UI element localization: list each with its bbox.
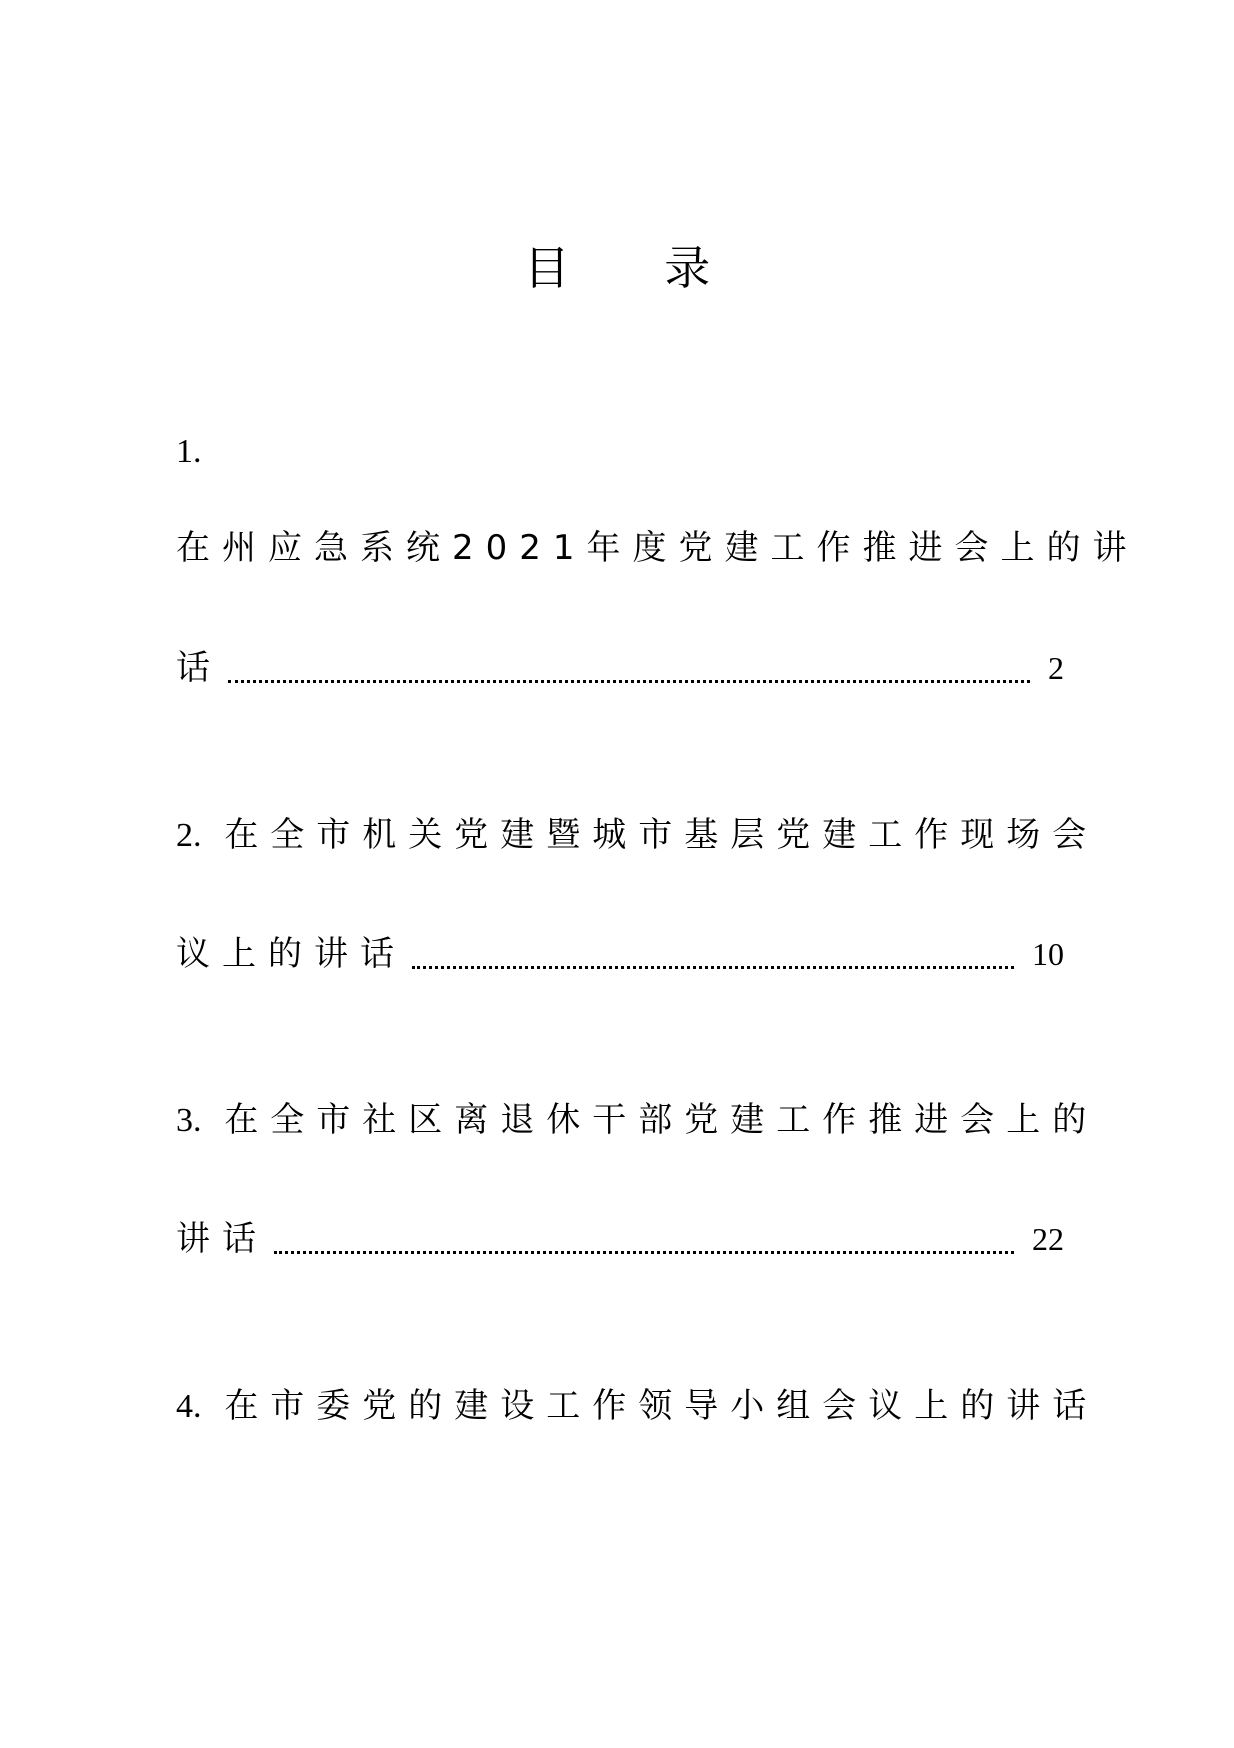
toc-title: 目 录 bbox=[523, 241, 751, 295]
entry-title-text: 在全市社区离退休干部党建工作推进会上的 bbox=[224, 1100, 1099, 1140]
toc-entry-1-title-line2[interactable] bbox=[176, 645, 1064, 691]
toc-entry-3-title-line2[interactable] bbox=[176, 1216, 1064, 1262]
entry-page-number: 22 bbox=[1032, 1221, 1064, 1257]
dot-leader bbox=[274, 1217, 1014, 1254]
toc-entry-2-title-line1[interactable] bbox=[176, 812, 1099, 858]
entry-number: 4. bbox=[176, 1388, 202, 1425]
entry-title-text: 讲话 bbox=[176, 1219, 268, 1259]
entry-title-text: 在州应急系统2021年度党建工作推进会上的讲 bbox=[176, 528, 1139, 568]
entry-page-number: 10 bbox=[1032, 936, 1064, 972]
entry-title-text: 议上的讲话 bbox=[176, 934, 406, 974]
toc-entry-2-title-line2[interactable] bbox=[176, 931, 1064, 977]
entry-number: 1. bbox=[176, 433, 202, 470]
entry-title-text: 话 bbox=[176, 648, 222, 688]
entry-title-text: 在全市机关党建暨城市基层党建工作现场会 bbox=[224, 815, 1099, 855]
toc-entry-1-title-line1[interactable] bbox=[176, 525, 1139, 571]
toc-entry-4-title-line1[interactable] bbox=[176, 1383, 1099, 1429]
dot-leader bbox=[412, 932, 1014, 969]
entry-title-text: 在市委党的建设工作领导小组会议上的讲话 bbox=[224, 1386, 1099, 1426]
entry-page-number: 2 bbox=[1048, 650, 1064, 686]
dot-leader bbox=[228, 646, 1030, 683]
toc-entry-3-title-line1[interactable] bbox=[176, 1097, 1099, 1143]
entry-number: 2. bbox=[176, 817, 202, 854]
entry-number: 3. bbox=[176, 1102, 202, 1139]
toc-entry-1-number[interactable] bbox=[176, 428, 1064, 474]
